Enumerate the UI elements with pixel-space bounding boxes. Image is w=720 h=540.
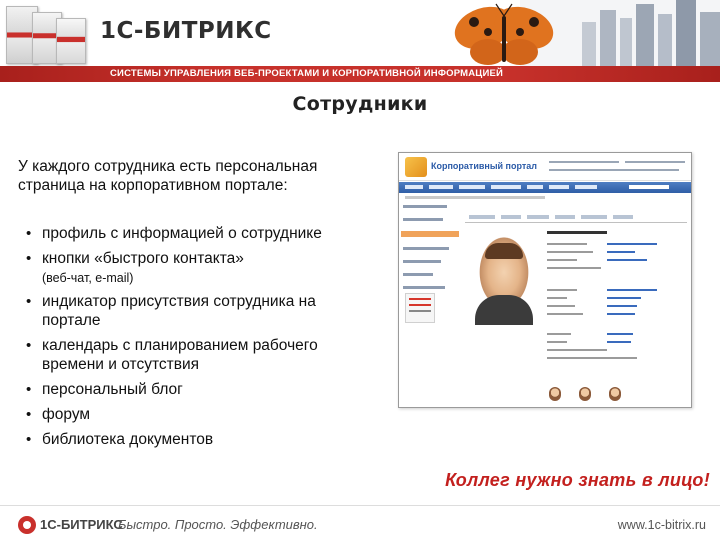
header	[0, 0, 720, 84]
list-item: • форум	[26, 405, 376, 424]
footer-slogan: Быстро. Просто. Эффективно.	[118, 517, 318, 532]
footer-brand: 1С-БИТРИКС	[40, 517, 123, 532]
portal-title: Корпоративный портал	[431, 161, 537, 171]
employee-photo	[467, 237, 541, 325]
brand-logo-icon	[18, 516, 36, 534]
list-item: • индикатор присутствия сотрудника на портале	[26, 292, 376, 330]
slide-caption: Коллег нужно знать в лицо!	[445, 470, 710, 490]
portal-logo-icon	[405, 157, 427, 177]
butterfly-image	[448, 2, 560, 72]
header-tagline: СИСТЕМЫ УПРАВЛЕНИЯ ВЕБ-ПРОЕКТАМИ И КОРПОРАТИВНОЙ ИНФОРМАЦИЕЙ	[110, 68, 504, 79]
avatar	[609, 387, 621, 401]
footer-url[interactable]: www.1c-bitrix.ru	[617, 518, 706, 532]
brand-logo: 1С-БИТРИКС	[100, 18, 272, 44]
list-item: • кнопки «быстрого контакта» (веб-чат, e-mail)	[26, 249, 376, 286]
portal-nav-bar	[399, 182, 691, 193]
slide-title: Сотрудники	[292, 93, 428, 115]
employee-info	[547, 231, 687, 362]
presence-indicator	[405, 293, 435, 323]
list-item: • библиотека документов	[26, 430, 376, 449]
feature-list	[26, 224, 376, 455]
portal-sidebar	[403, 205, 459, 299]
portal-screenshot	[398, 152, 692, 408]
avatar	[549, 387, 561, 401]
list-item-note: (веб-чат, e-mail)	[42, 271, 134, 285]
colleague-avatars	[545, 387, 685, 408]
product-boxes-image	[4, 2, 96, 66]
product-box	[56, 18, 86, 64]
avatar	[579, 387, 591, 401]
intro-text: У каждого сотрудника есть персональная страница на корпоративном портале:	[18, 158, 318, 194]
header-bar	[0, 66, 720, 82]
portal-breadcrumb	[405, 196, 545, 199]
portal-tabs	[465, 213, 687, 223]
list-item: • календарь с планированием рабочего времени и отсутствия	[26, 336, 376, 374]
footer	[0, 505, 720, 540]
list-item: • профиль с информацией о сотруднике	[26, 224, 376, 243]
list-item: • персональный блог	[26, 380, 376, 399]
portal-search-input	[629, 185, 669, 189]
portal-header	[399, 153, 691, 181]
portal-profile	[465, 201, 687, 401]
